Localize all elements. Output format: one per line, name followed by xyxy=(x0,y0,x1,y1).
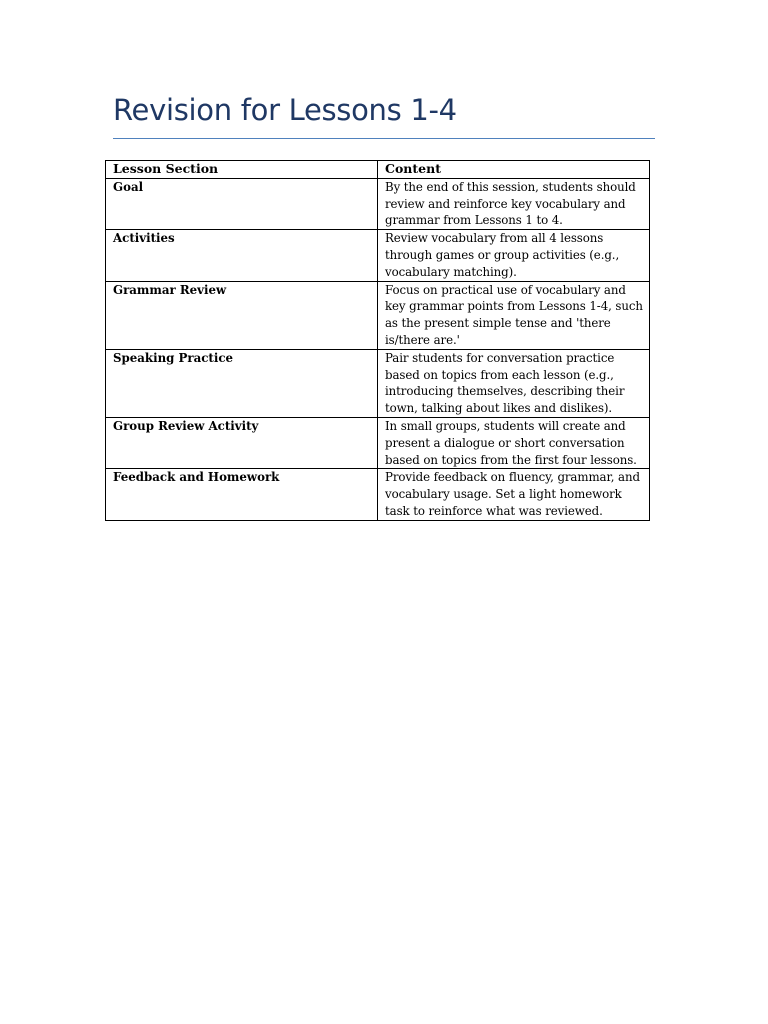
row-section-feedback-homework: Feedback and Homework xyxy=(106,469,378,520)
table-row xyxy=(106,349,650,417)
table-row xyxy=(106,469,650,520)
table-row xyxy=(106,417,650,468)
row-content-goal: By the end of this session, students should review and reinforce key vocabulary and grammar from Lessons 1 to 4. xyxy=(378,178,650,229)
table-header xyxy=(106,161,650,179)
column-header-content: Content xyxy=(378,161,650,179)
row-section-speaking-practice: Speaking Practice xyxy=(106,349,378,417)
row-content-activities: Review vocabulary from all 4 lessons through games or group activities (e.g., vocabulary matching). xyxy=(378,230,650,281)
row-section-activities: Activities xyxy=(106,230,378,281)
row-content-feedback-homework: Provide feedback on fluency, grammar, and vocabulary usage. Set a light homework task to reinforce what was reviewed. xyxy=(378,469,650,520)
row-section-goal: Goal xyxy=(106,178,378,229)
table-row xyxy=(106,178,650,229)
row-section-grammar-review: Grammar Review xyxy=(106,281,378,349)
title-underline xyxy=(113,138,655,139)
table-body xyxy=(106,178,650,520)
row-content-group-review-activity: In small groups, students will create and present a dialogue or short conversation based on topics from the first four lessons. xyxy=(378,417,650,468)
page-title: Revision for Lessons 1-4 xyxy=(113,93,457,127)
row-content-grammar-review: Focus on practical use of vocabulary and key grammar points from Lessons 1-4, such as the present simple tense and 'there is/there are.' xyxy=(378,281,650,349)
lesson-table xyxy=(105,160,650,521)
table-header-row xyxy=(106,161,650,179)
column-header-lesson-section: Lesson Section xyxy=(106,161,378,179)
row-content-speaking-practice: Pair students for conversation practice based on topics from each lesson (e.g., introducing themselves, describing their town, talking about likes and dislikes). xyxy=(378,349,650,417)
table-row xyxy=(106,230,650,281)
table-row xyxy=(106,281,650,349)
row-section-group-review-activity: Group Review Activity xyxy=(106,417,378,468)
